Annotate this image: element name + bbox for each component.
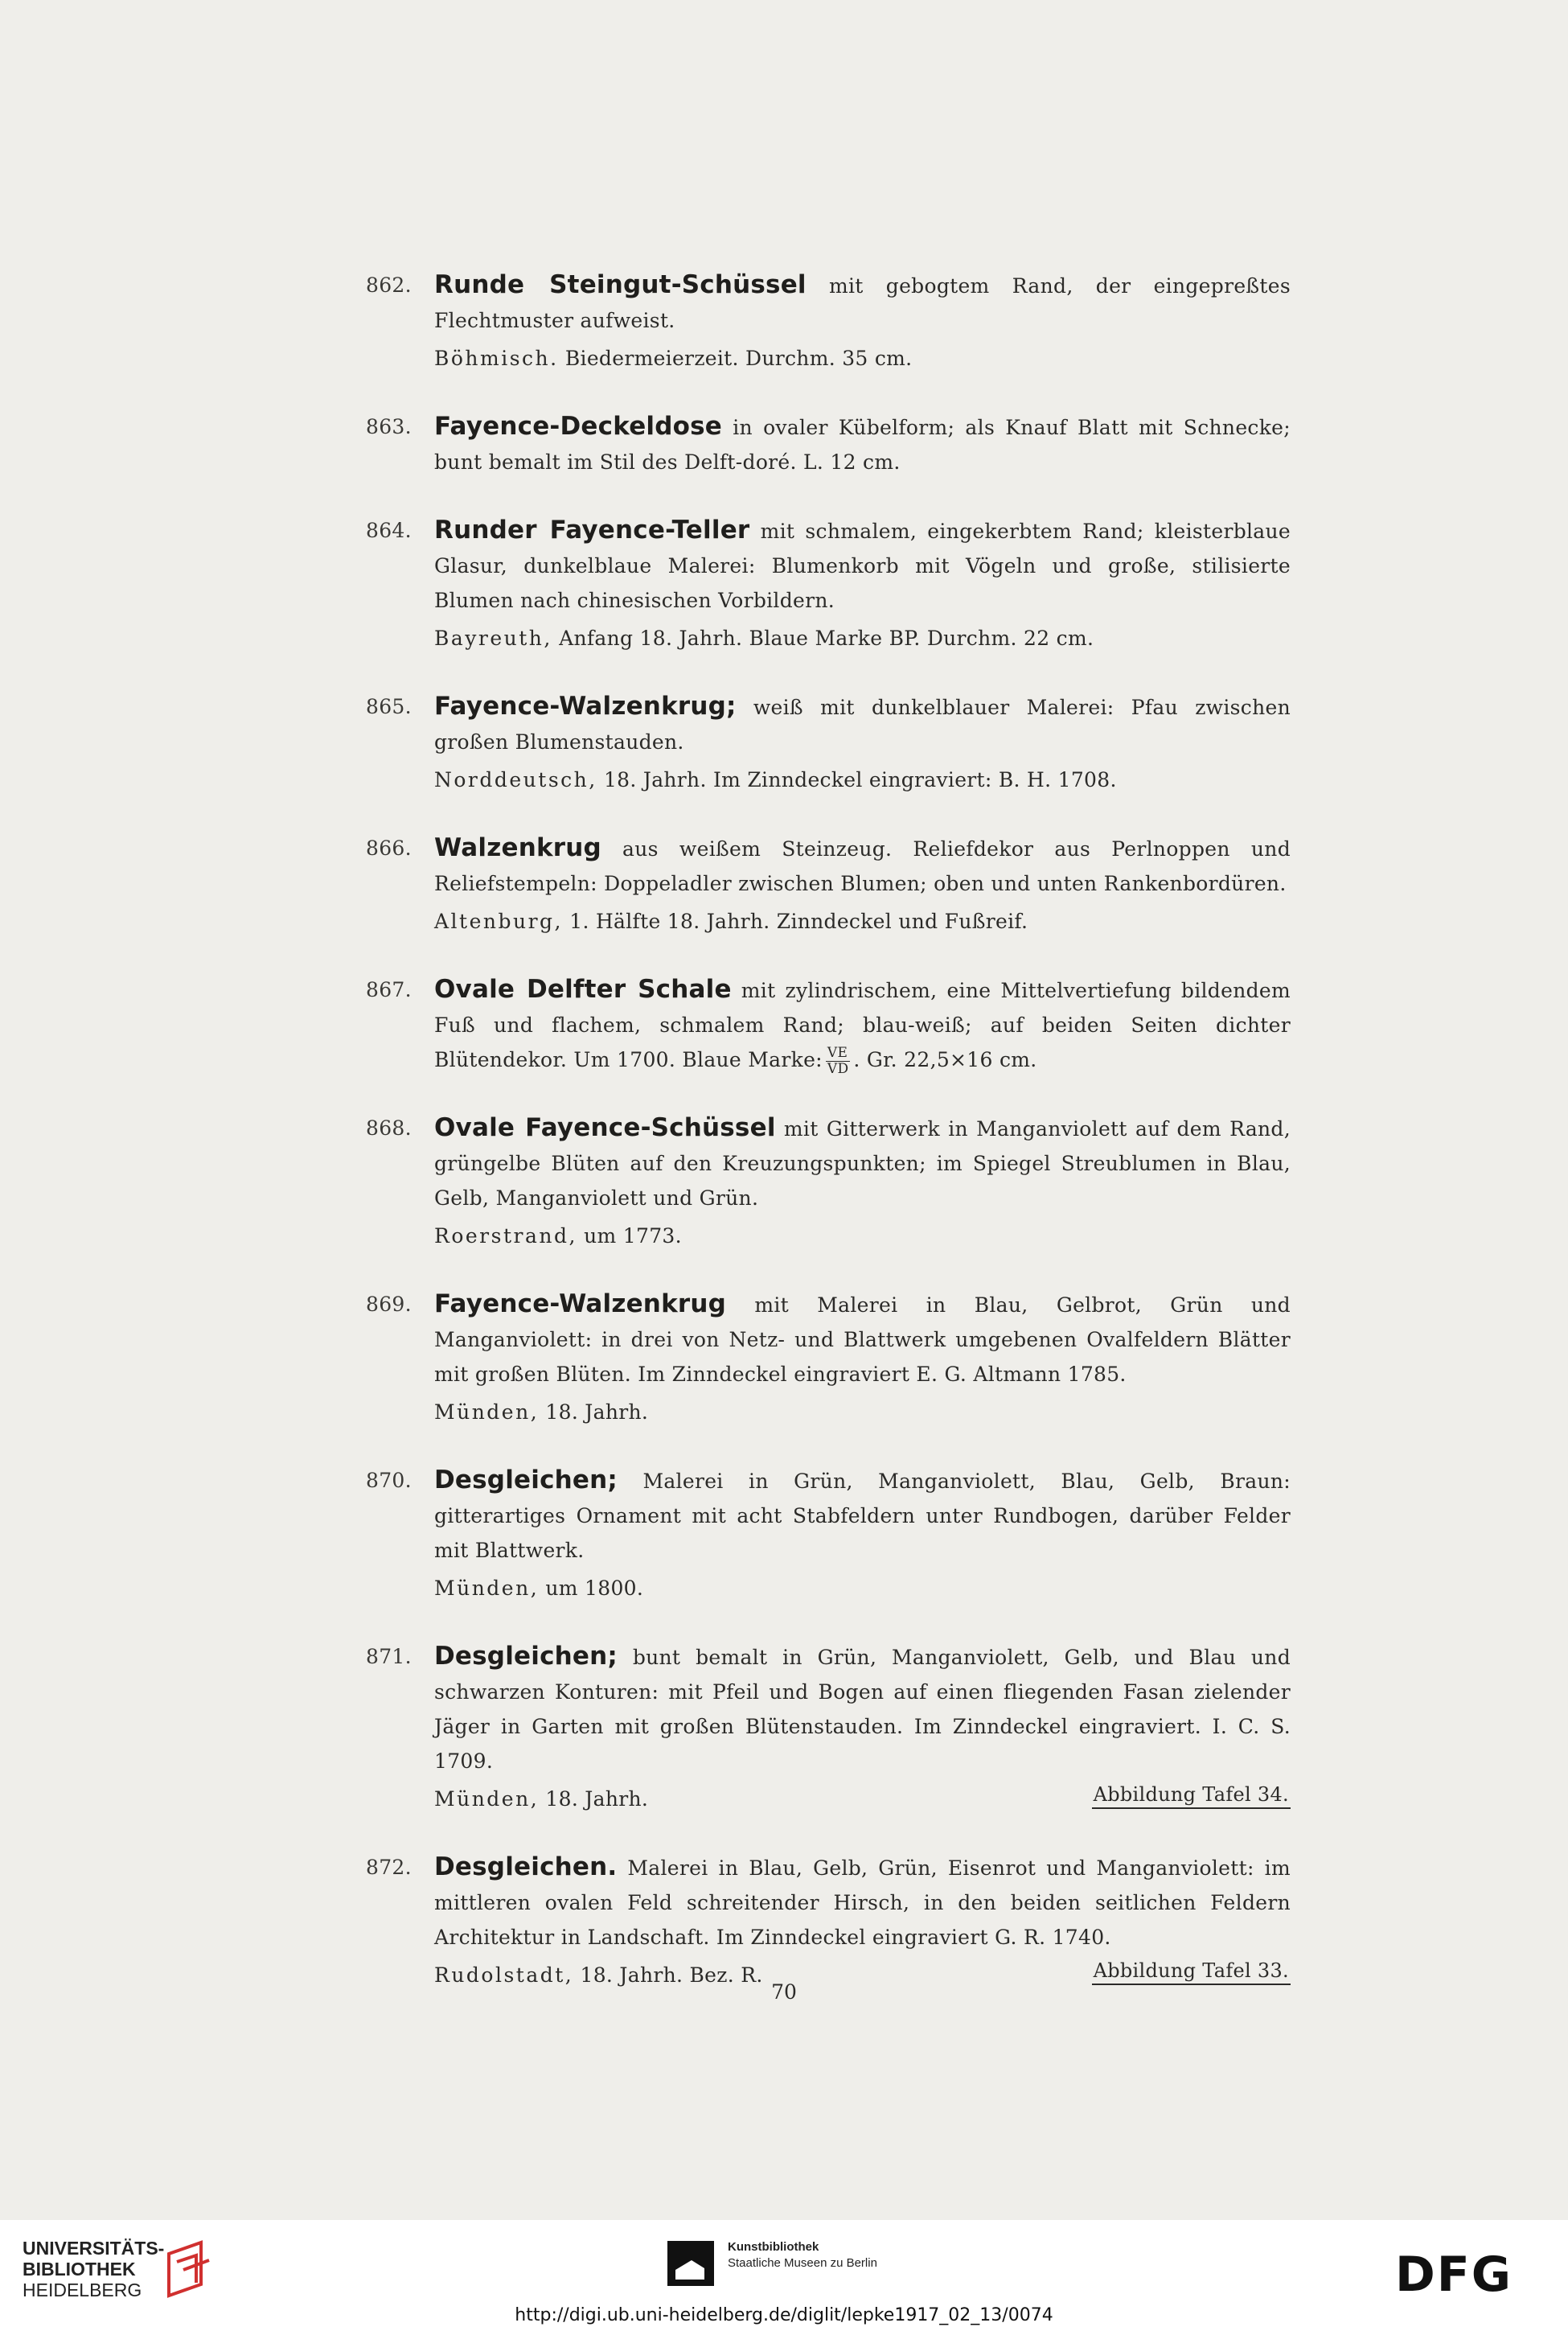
blue-mark-fraction — [826, 1046, 851, 1077]
page-number: 70 — [771, 1980, 797, 2004]
catalog-entry-870 — [366, 1463, 1291, 1605]
source-url[interactable]: http://digi.ub.uni-heidelberg.de/diglit/lepke1917_02_13/0074 — [515, 2305, 1053, 2325]
plate-reference: Abbildung Tafel 34. — [1092, 1782, 1291, 1809]
catalog-entry-865 — [366, 689, 1291, 797]
ub-heidelberg-label — [23, 2238, 164, 2300]
entry-number: 864. — [366, 519, 412, 542]
entry-title: Fayence-Walzenkrug — [434, 1289, 727, 1318]
entry-title: Desgleichen. — [434, 1852, 618, 1881]
entry-text-after: . Gr. 22,5×16 cm. — [853, 1048, 1037, 1071]
entry-text: Malerei in Blau, Gelb, Grün, Eisenrot und Manganviolett: im mittleren ovalen Feld schreitender Hirsch, in den beiden seitlichen Feldern Architektur in Landschaft. Im Zinndeckel eingraviert G. R. 1740. — [434, 1856, 1291, 1949]
catalog-entry-871 — [366, 1639, 1291, 1816]
kb-line-2: Staatliche Museen zu Berlin — [728, 2256, 877, 2270]
entry-description — [434, 972, 1291, 1077]
entry-title: Fayence-Walzenkrug; — [434, 692, 737, 721]
entry-number: 865. — [366, 695, 412, 718]
entry-text: aus weißem Steinzeug. Reliefdekor aus Perlnoppen und Reliefstempeln: Doppeladler zwischen Blumen; oben und unten Rankenbordüren. — [434, 837, 1291, 895]
dfg-logo: DFG — [1395, 2247, 1513, 2303]
entry-provenance — [434, 341, 1291, 376]
entry-provenance — [434, 1782, 1291, 1816]
entry-number: 866. — [366, 837, 412, 860]
ub-heidelberg-logo-icon — [159, 2238, 215, 2302]
entry-title: Ovale Fayence-Schüssel — [434, 1113, 776, 1142]
entry-provenance — [434, 763, 1291, 797]
catalog-entry-866 — [366, 831, 1291, 939]
entry-description — [434, 409, 1291, 479]
entry-title: Walzenkrug — [434, 833, 601, 862]
entry-number: 872. — [366, 1856, 412, 1879]
entry-meta: um 1800. — [545, 1577, 644, 1600]
entry-place: Böhmisch. — [434, 347, 559, 370]
entry-text: Malerei in Grün, Manganviolett, Blau, Gelb, Braun: gitterartiges Ornament mit acht Stabfeldern unter Rundbogen, darüber Felder mit Blattwerk. — [434, 1470, 1291, 1562]
entry-text: mit gebogtem Rand, der eingepreßtes Flechtmuster aufweist. — [434, 274, 1291, 332]
entry-description — [434, 1287, 1291, 1392]
entry-place: Norddeutsch, — [434, 768, 597, 791]
entry-meta: 18. Jahrh. Bez. R. — [580, 1963, 763, 1987]
catalog-entry-872 — [366, 1850, 1291, 1992]
mark-top: VE — [826, 1046, 851, 1062]
entry-provenance — [434, 621, 1291, 656]
kunstbibliothek-label — [728, 2239, 877, 2271]
entry-number: 868. — [366, 1116, 412, 1140]
entry-place: Altenburg, — [434, 910, 563, 933]
entry-provenance — [434, 1571, 1291, 1605]
entry-place: Münden, — [434, 1787, 540, 1811]
catalog-entry-869 — [366, 1287, 1291, 1429]
entry-text: in ovaler Kübelform; als Knauf Blatt mit Schnecke; bunt bemalt im Stil des Delft-doré. L. 12 cm. — [434, 416, 1291, 474]
entry-meta: um 1773. — [584, 1224, 682, 1248]
entry-number: 871. — [366, 1645, 412, 1668]
catalog-entry-862 — [366, 268, 1291, 376]
entry-description — [434, 1111, 1291, 1215]
catalog-entry-863 — [366, 409, 1291, 479]
catalog-entry-867 — [366, 972, 1291, 1077]
kb-line-1: Kunstbibliothek — [728, 2240, 819, 2254]
entry-provenance — [434, 904, 1291, 939]
entry-meta: 18. Jahrh. — [545, 1400, 649, 1424]
entry-title: Fayence-Deckeldose — [434, 412, 723, 441]
entry-number: 862. — [366, 273, 412, 297]
entry-description — [434, 831, 1291, 901]
entry-place: Münden, — [434, 1400, 540, 1424]
entry-number: 870. — [366, 1469, 412, 1492]
entry-meta: Biedermeierzeit. Durchm. 35 cm. — [564, 347, 913, 370]
entry-number: 863. — [366, 415, 412, 438]
entry-description — [434, 1639, 1291, 1778]
entry-text: weiß mit dunkelblauer Malerei: Pfau zwischen großen Blumenstauden. — [434, 696, 1291, 754]
mark-bottom: VD — [827, 1061, 849, 1077]
ub-line-3: HEIDELBERG — [23, 2280, 142, 2300]
entry-place: Bayreuth, — [434, 627, 552, 650]
entry-provenance — [434, 1219, 1291, 1253]
kunstbibliothek-logo-icon — [667, 2241, 714, 2286]
entry-text: bunt bemalt in Grün, Manganviolett, Gelb, und Blau und schwarzen Konturen: mit Pfeil und Bogen auf einen fliegenden Fasan zielender Jäger in Garten mit großen Blütenstauden. Im Zinndeckel eingraviert. I. C. S. 1709. — [434, 1646, 1291, 1773]
entry-meta: 18. Jahrh. Im Zinndeckel eingraviert: B. H. 1708. — [603, 768, 1117, 791]
entry-meta: 1. Hälfte 18. Jahrh. Zinndeckel und Fußreif. — [569, 910, 1028, 933]
catalog-entry-868 — [366, 1111, 1291, 1253]
entry-title: Ovale Delfter Schale — [434, 975, 732, 1004]
catalog-entry-864 — [366, 513, 1291, 656]
entry-meta: Anfang 18. Jahrh. Blaue Marke BP. Durchm. 22 cm. — [559, 627, 1094, 650]
entry-text: mit Malerei in Blau, Gelbrot, Grün und Manganviolett: in drei von Netz- und Blattwerk umgebenen Ovalfeldern Blätter mit großen Blüten. Im Zinndeckel eingraviert E. G. Altmann 1785. — [434, 1293, 1291, 1386]
entry-description — [434, 513, 1291, 618]
entry-place: Rudolstadt, — [434, 1963, 574, 1987]
ub-line-1: UNIVERSITÄTS- — [23, 2238, 165, 2259]
entry-title: Desgleichen; — [434, 1466, 618, 1494]
entry-text: mit Gitterwerk in Manganviolett auf dem Rand, grüngelbe Blüten auf den Kreuzungspunkten; im Spiegel Streublumen in Blau, Gelb, Manganviolett und Grün. — [434, 1117, 1291, 1210]
entry-meta: 18. Jahrh. — [545, 1787, 649, 1811]
entry-number: 867. — [366, 978, 412, 1001]
entry-title: Runder Fayence-Teller — [434, 516, 750, 545]
entry-description — [434, 689, 1291, 759]
entry-title: Runde Steingut-Schüssel — [434, 270, 807, 299]
footer-bar — [0, 2220, 1568, 2331]
entry-description — [434, 1463, 1291, 1568]
catalog-entries — [366, 268, 1291, 2026]
entry-title: Desgleichen; — [434, 1642, 618, 1671]
entry-number: 869. — [366, 1293, 412, 1316]
entry-provenance — [434, 1395, 1291, 1429]
entry-text: mit zylindrischem, eine Mittelvertiefung bildendem Fuß und flachem, schmalem Rand; blau-weiß; auf beiden Seiten dichter Blütendekor. Um 1700. Blaue Marke: — [434, 979, 1291, 1071]
entry-text: mit schmalem, eingekerbtem Rand; kleisterblaue Glasur, dunkelblaue Malerei: Blumenkorb mit Vögeln und große, stilisierte Blumen nach chinesischen Vorbildern. — [434, 520, 1291, 612]
entry-place: Münden, — [434, 1577, 540, 1600]
entry-description — [434, 1850, 1291, 1955]
entry-place: Roerstrand, — [434, 1224, 577, 1248]
entry-description — [434, 268, 1291, 338]
plate-reference: Abbildung Tafel 33. — [1092, 1958, 1291, 1985]
ub-line-2: BIBLIOTHEK — [23, 2259, 136, 2280]
